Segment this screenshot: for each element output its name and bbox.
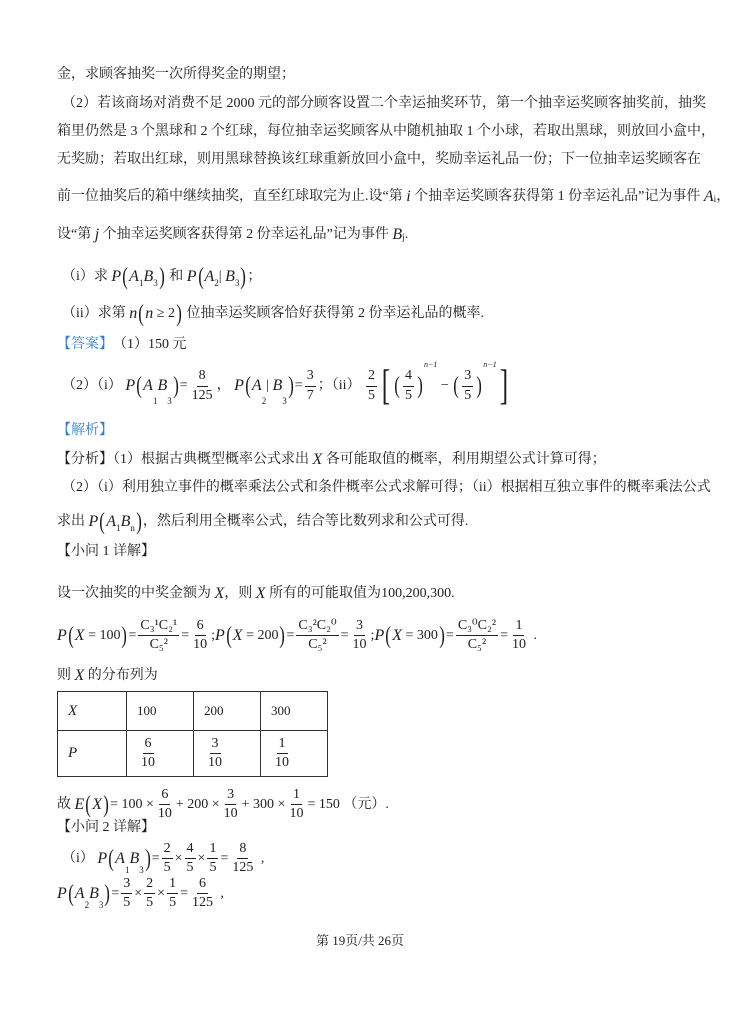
fraction: $\frac{3}{10}$	[208, 735, 222, 770]
math-variable: X	[392, 626, 402, 644]
parenthesis: )	[158, 264, 165, 290]
text: 箱里仍然是 3 个黑球和 2 个红球，每位抽幸运奖顾客从中随机抽取 1 个小球，若取出黑球，则放回小盒中，	[57, 124, 715, 139]
q1-expectation	[57, 787, 389, 822]
fraction	[190, 368, 215, 403]
fraction	[296, 618, 338, 653]
parenthesis: (	[385, 622, 392, 649]
numerator: 6	[195, 618, 206, 636]
subscript: 3	[139, 865, 144, 876]
parenthesis: (	[99, 509, 106, 535]
q1-line-1	[57, 586, 455, 602]
math-variable: P	[234, 377, 244, 394]
math-variable: P	[374, 626, 385, 644]
fraction	[121, 876, 132, 911]
parenthesis: (	[136, 373, 142, 399]
math-variable: P	[57, 884, 67, 902]
numerator: 1	[291, 787, 302, 805]
numerator: 6	[159, 787, 170, 805]
text: ×	[134, 885, 143, 901]
math-variable: B	[225, 268, 235, 285]
math-variable: X	[232, 626, 243, 644]
denominator: 10	[223, 806, 238, 822]
page-footer: 第 19页/共 26页	[315, 933, 405, 948]
subscript: 1	[138, 278, 144, 288]
denominator: C₅²	[467, 637, 487, 653]
math-variable: P	[57, 626, 67, 644]
denominator: 125	[191, 387, 213, 403]
problem-line-1	[57, 68, 295, 82]
bracket: [	[381, 363, 391, 409]
denominator: C₅²	[149, 637, 168, 653]
text: 设一次抽奖的中奖金额为	[57, 586, 215, 601]
math-variable: P	[97, 849, 108, 867]
math-variable: n	[129, 305, 138, 322]
text: ,	[257, 850, 265, 866]
subscript: 3	[167, 396, 172, 406]
text: 个抽幸运奖顾客获得第 1 份幸运礼品”记为事件	[410, 189, 704, 204]
parenthesis: )	[417, 373, 423, 399]
text: ,	[216, 885, 224, 901]
text: = 200	[242, 627, 279, 643]
parenthesis: (	[85, 791, 92, 818]
math-variable: A	[251, 377, 262, 394]
math-variable: A	[74, 884, 85, 902]
subscript: 1	[116, 523, 121, 533]
math-variable: B	[143, 268, 154, 285]
table-cell	[194, 731, 261, 777]
numerator: C₃⁰C₂²	[456, 618, 498, 636]
fraction	[156, 787, 174, 822]
math-variable: A	[703, 188, 714, 205]
numerator: C₃²C₂⁰	[296, 618, 338, 636]
math-variable: P	[125, 377, 136, 394]
text: 位抽幸运奖顾客恰好获得第 2 份幸运礼品的概率.	[182, 306, 484, 321]
text: 求出	[57, 514, 89, 529]
fraction	[191, 618, 209, 653]
problem-part2-line-4	[57, 189, 730, 205]
q1-distribution-label	[57, 668, 158, 684]
denominator: 5	[123, 895, 131, 911]
numerator: 3	[462, 368, 473, 386]
answer-line-2	[62, 360, 511, 409]
subscript: 2	[84, 900, 90, 911]
text: =	[445, 627, 454, 643]
fraction	[510, 618, 528, 653]
math-variable: X	[255, 585, 266, 602]
distribution-table	[57, 691, 328, 777]
text: 前一位抽奖后的箱中继续抽奖，直至红球取完为止.设“第	[57, 189, 407, 204]
math-variable: P	[186, 268, 197, 285]
text: 设“第	[57, 227, 95, 242]
parenthesis: )	[287, 373, 294, 399]
denominator: 125	[232, 860, 254, 876]
math-variable: B	[157, 377, 168, 394]
subscript: j	[402, 232, 405, 242]
table-cell: 100	[127, 692, 194, 731]
denominator: C₅²	[308, 637, 327, 653]
text: .	[451, 586, 455, 601]
fraction	[287, 787, 305, 822]
parenthesis: (	[197, 264, 204, 290]
fraction	[144, 876, 155, 911]
problem-subquestion-i	[62, 265, 261, 289]
numerator: 8	[197, 368, 208, 386]
math-variable: A	[204, 268, 215, 285]
subscript: 3	[153, 278, 158, 288]
parenthesis: (	[225, 622, 232, 649]
section-tag: 【解析】	[57, 423, 113, 438]
math-variable: B	[120, 513, 131, 530]
text: 金，求顾客抽奖一次所得奖金的期望；	[57, 67, 295, 82]
numerator: 6	[197, 876, 208, 894]
parenthesis: (	[67, 880, 74, 907]
fraction	[462, 368, 473, 403]
bracket: ]	[499, 363, 508, 409]
fraction	[403, 368, 414, 403]
denominator: 10	[193, 637, 208, 653]
subscript: 3	[282, 396, 287, 406]
math-variable: B	[272, 377, 283, 394]
numerator: 3	[225, 787, 236, 805]
numerator: 3	[354, 618, 365, 636]
math-variable: n	[145, 305, 154, 322]
text: 无奖励；若取出红球，则用黑球替换该红球重新放回小盒中，奖励幸运礼品一份；下一位抽幸运奖顾客在	[57, 152, 701, 167]
text: = 100	[84, 627, 121, 643]
fraction: $\frac{6}{10}$	[141, 735, 155, 770]
fraction	[190, 876, 215, 911]
text: ；（ii）	[317, 378, 364, 393]
text: ≥ 2	[153, 306, 175, 321]
text: ；	[247, 269, 262, 284]
analysis-line-1	[57, 452, 606, 468]
problem-subquestion-ii	[62, 302, 484, 326]
text: 【小问 2 详解】	[57, 820, 155, 835]
table-cell	[261, 731, 328, 777]
denominator: 10	[352, 637, 367, 653]
denominator: 10	[511, 637, 526, 653]
problem-part2-line-1	[62, 97, 706, 111]
math-variable: X	[74, 667, 85, 684]
numerator: 1	[207, 841, 218, 859]
math-variable: X	[92, 795, 103, 813]
parenthesis: )	[144, 845, 151, 872]
subscript: i	[713, 194, 717, 204]
denominator: 10	[157, 806, 172, 822]
math-variable: A	[129, 268, 139, 285]
math-variable: X	[214, 585, 225, 602]
text: =	[128, 627, 137, 643]
parenthesis: (	[67, 622, 74, 649]
fraction	[138, 618, 179, 653]
table-cell: 200	[194, 692, 261, 731]
math-variable: B	[89, 884, 99, 902]
parenthesis: )	[476, 373, 483, 399]
math-variable: j	[94, 226, 100, 243]
text: 【小问 1 详解】	[57, 544, 155, 559]
table-row-p	[58, 731, 328, 777]
q2-heading	[57, 821, 155, 835]
fraction	[305, 368, 316, 403]
parenthesis: )	[136, 509, 142, 535]
subscript: n	[130, 523, 135, 533]
parenthesis: (	[138, 301, 145, 327]
text: = 100 ×	[110, 796, 154, 812]
text: = 300	[402, 627, 438, 643]
text: ×	[197, 850, 206, 866]
text: （2）（i）利用独立事件的概率乘法公式和条件概率公式求解可得；（ii）根据相互独立事件的概率乘法公式	[62, 480, 711, 495]
text: =	[220, 850, 229, 866]
table-cell: 300	[261, 692, 328, 731]
math-variable: P	[111, 268, 122, 285]
text: ×	[157, 885, 166, 901]
text: =	[340, 627, 349, 643]
text: =	[151, 850, 160, 866]
subscript: 3	[234, 278, 240, 288]
denominator: 10	[289, 806, 304, 822]
parenthesis: )	[279, 622, 286, 649]
text: =	[180, 885, 188, 901]
text: （i）求	[62, 269, 112, 284]
problem-part2-line-2	[57, 125, 715, 139]
text: （1）150 元	[113, 337, 187, 352]
parenthesis: )	[176, 301, 182, 327]
math-variable: A	[115, 849, 125, 867]
numerator: 2	[366, 368, 377, 386]
denominator: 5	[146, 895, 154, 911]
fraction	[162, 841, 173, 876]
text: =	[286, 627, 295, 643]
parenthesis: )	[439, 622, 445, 649]
analysis-line-3	[57, 510, 468, 534]
parenthesis: (	[453, 373, 460, 399]
math-variable: B	[129, 849, 140, 867]
parenthesis: (	[394, 373, 400, 399]
text: （2）若该商场对消费不足 2000 元的部分顾客设置二个幸运抽奖环节，第一个抽幸运奖顾客抽奖前，抽奖	[62, 96, 706, 111]
section-tag: 【答案】	[57, 337, 113, 352]
fraction	[456, 618, 498, 653]
text: ，	[216, 378, 235, 393]
text: （i）	[62, 850, 98, 866]
math-variable: A	[106, 513, 117, 530]
denominator: 5	[464, 387, 472, 403]
problem-part2-line-5	[57, 227, 408, 243]
text: −	[437, 378, 453, 393]
text: 100,200,300	[381, 586, 452, 601]
text: ，则	[224, 586, 256, 601]
denominator: 125	[191, 895, 213, 911]
text: 各可能取值的概率，利用期望公式计算可得；	[322, 452, 606, 467]
numerator: 1	[167, 876, 178, 894]
text: ，然后利用全概率公式，结合等比数列求和公式可得.	[142, 514, 469, 529]
subscript: 2	[214, 278, 219, 288]
q2-line-1	[62, 841, 264, 876]
math-variable: X	[312, 451, 323, 468]
subscript: 2	[261, 396, 267, 406]
numerator: 1	[513, 618, 524, 636]
text: ×	[174, 850, 183, 866]
text: .	[529, 627, 537, 643]
parenthesis: )	[103, 791, 109, 818]
text: + 300 ×	[241, 796, 286, 812]
numerator: 3	[305, 368, 316, 386]
math-variable: P	[215, 626, 225, 644]
math-variable: P	[88, 513, 99, 530]
table-cell-x-label: X	[58, 692, 127, 731]
q2-line-2	[57, 876, 224, 911]
text: |	[218, 269, 226, 284]
fraction	[351, 618, 369, 653]
fraction	[207, 841, 218, 876]
denominator: 5	[367, 387, 375, 403]
superscript: n−1	[423, 360, 438, 369]
parenthesis: (	[108, 845, 114, 872]
math-variable: X	[74, 626, 85, 644]
parenthesis: (	[122, 264, 128, 290]
fraction	[366, 368, 377, 403]
subscript: 3	[98, 900, 104, 911]
text: 所有的可能取值为	[265, 586, 382, 601]
denominator: 5	[163, 860, 171, 876]
math-variable: i	[406, 188, 411, 205]
denominator: 5	[169, 895, 177, 911]
analysis-line-2	[62, 481, 711, 495]
table-cell-p-label: P	[58, 731, 127, 777]
text: 故	[57, 796, 75, 812]
fraction	[222, 787, 240, 822]
math-variable: E	[74, 795, 85, 813]
fraction	[167, 876, 178, 911]
text: =	[294, 378, 303, 393]
text: .	[404, 227, 409, 242]
parenthesis: )	[240, 264, 247, 290]
parenthesis: )	[172, 373, 179, 399]
denominator: 5	[209, 860, 217, 876]
parenthesis: )	[121, 622, 128, 649]
q1-probabilities	[57, 618, 537, 653]
subscript: 1	[124, 865, 130, 876]
fraction	[185, 841, 196, 876]
subscript: 1	[152, 396, 158, 406]
q1-heading	[57, 545, 155, 559]
table-row-x	[58, 692, 328, 731]
math-variable: B	[392, 226, 403, 243]
analysis-tag	[57, 424, 113, 438]
text: =	[179, 378, 188, 393]
numerator: 2	[144, 876, 155, 894]
text: （ii）求第	[62, 306, 130, 321]
text: 和	[165, 269, 187, 284]
denominator: 5	[404, 387, 412, 403]
answer-line-1	[57, 338, 187, 352]
numerator: 2	[162, 841, 173, 859]
text: |	[266, 378, 273, 393]
fraction: $\frac{1}{10}$	[275, 735, 289, 770]
denominator: 7	[306, 387, 314, 403]
parenthesis: (	[245, 373, 251, 399]
text: ;	[370, 627, 375, 643]
numerator: 4	[403, 368, 414, 386]
text: 则	[57, 668, 75, 683]
text: 【分析】（1）根据古典概型概率公式求出	[57, 452, 313, 467]
numerator: C₃¹C₂¹	[138, 618, 179, 636]
denominator: 5	[186, 860, 194, 876]
text: =	[500, 627, 508, 643]
numerator: 8	[237, 841, 248, 859]
text: = 150 （元）.	[307, 796, 389, 812]
text: + 200 ×	[175, 796, 220, 812]
problem-part2-line-3	[57, 153, 701, 167]
text: =	[111, 885, 120, 901]
text: =	[181, 627, 190, 643]
math-variable: A	[143, 377, 153, 394]
numerator: 3	[121, 876, 132, 894]
text: 的分布列为	[84, 668, 158, 683]
text: ，	[716, 189, 730, 204]
table-cell	[127, 731, 194, 777]
fraction	[230, 841, 255, 876]
numerator: 4	[185, 841, 196, 859]
text: （2）（i）	[62, 378, 126, 393]
text: ;	[211, 627, 216, 643]
parenthesis: )	[104, 880, 111, 907]
text: 个抽幸运奖顾客获得第 2 份幸运礼品”记为事件	[99, 227, 393, 242]
superscript: n−1	[483, 360, 497, 369]
